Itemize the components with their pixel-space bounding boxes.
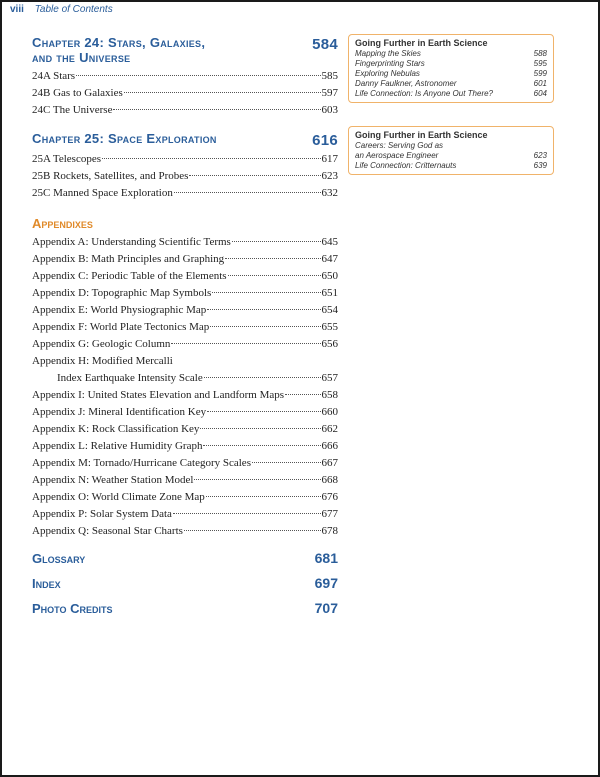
chapter-24-page: 584 — [312, 36, 338, 53]
dot-leader — [203, 445, 320, 446]
going-further-box-title: Going Further in Earth Science — [355, 38, 488, 48]
toc-entry-label: Appendix D: Topographic Map Symbols — [32, 287, 212, 299]
toc-entry-page: 662 — [321, 423, 338, 435]
toc-entry-label: Appendix A: Understanding Scientific Terms — [32, 236, 231, 248]
going-further-item[interactable] — [355, 141, 547, 151]
going-further-item-label: Fingerprinting Stars — [355, 59, 425, 68]
dot-leader — [173, 513, 321, 514]
toc-entry-appendix-l[interactable] — [32, 438, 338, 455]
chapter-24-entries — [32, 68, 338, 119]
going-further-item[interactable] — [355, 69, 547, 79]
toc-entry-label: Appendix H: Modified Mercalli — [32, 355, 173, 367]
chapter-25-entries — [32, 151, 338, 202]
dot-leader — [225, 258, 320, 259]
going-further-item-page: 623 — [533, 151, 547, 160]
toc-entry-appendix-h[interactable] — [32, 353, 338, 387]
dot-leader — [189, 175, 320, 176]
going-further-item-page: 601 — [533, 79, 547, 88]
going-further-item[interactable] — [355, 79, 547, 89]
going-further-item[interactable] — [355, 151, 547, 161]
appendix-entries — [32, 234, 338, 540]
toc-entry-page: 677 — [321, 508, 338, 520]
toc-entry-page: 655 — [321, 321, 338, 333]
toc-entry-label: 24A Stars — [32, 70, 76, 82]
appendixes-heading: Appendixes — [32, 216, 93, 231]
going-further-item-page: 595 — [533, 59, 547, 68]
dot-leader — [210, 326, 320, 327]
dot-leader — [76, 75, 320, 76]
toc-entry-page: 654 — [321, 304, 338, 316]
toc-entry-appendix-d[interactable] — [32, 285, 338, 302]
back-matter — [32, 546, 338, 621]
toc-entry-label: 25C Manned Space Exploration — [32, 187, 173, 199]
running-head-page-number: viii — [10, 4, 24, 15]
index-heading[interactable] — [32, 571, 338, 596]
going-further-item[interactable] — [355, 59, 547, 69]
toc-entry-label: Appendix Q: Seasonal Star Charts — [32, 525, 183, 537]
toc-entry-label: 25A Telescopes — [32, 153, 101, 165]
going-further-box-title: Going Further in Earth Science — [355, 130, 488, 140]
toc-entry-label: Appendix J: Mineral Identification Key — [32, 406, 207, 418]
toc-entry-appendix-j[interactable] — [32, 404, 338, 421]
toc-entry-page: 603 — [321, 104, 338, 116]
toc-entry-page: 647 — [321, 253, 338, 265]
toc-entry-label: Appendix L: Relative Humidity Graph — [32, 440, 203, 452]
toc-entry-page: 676 — [321, 491, 338, 503]
going-further-item-label: Mapping the Skies — [355, 49, 421, 58]
going-further-item-label: Life Connection: Is Anyone Out There? — [355, 89, 494, 98]
toc-entry-appendix-q[interactable] — [32, 523, 338, 540]
toc-entry-page: 658 — [321, 389, 338, 401]
going-further-item[interactable] — [355, 89, 547, 99]
going-further-item-page: 639 — [533, 161, 547, 170]
toc-entry-label: Appendix F: World Plate Tectonics Map — [32, 321, 210, 333]
going-further-item-page: 604 — [533, 89, 547, 98]
toc-entry-label: Appendix C: Periodic Table of the Elements — [32, 270, 227, 282]
index-label: Index — [32, 576, 61, 591]
toc-entry-appendix-m[interactable] — [32, 455, 338, 472]
toc-entry-label-continued: Index Earthquake Intensity Scale — [57, 372, 203, 384]
toc-entry-24b[interactable] — [32, 85, 338, 102]
glossary-page: 681 — [314, 550, 338, 566]
dot-leader — [204, 377, 321, 378]
dot-leader — [252, 462, 321, 463]
going-further-item[interactable] — [355, 161, 547, 171]
dot-leader — [285, 394, 320, 395]
toc-entry-page: 651 — [321, 287, 338, 299]
toc-entry-page: 632 — [321, 187, 338, 199]
glossary-label: Glossary — [32, 551, 86, 566]
toc-entry-appendix-o[interactable] — [32, 489, 338, 506]
toc-entry-page: 617 — [321, 153, 338, 165]
toc-entry-appendix-i[interactable] — [32, 387, 338, 404]
toc-entry-appendix-g[interactable] — [32, 336, 338, 353]
going-further-item-label: an Aerospace Engineer — [355, 151, 439, 160]
going-further-item-label: Careers: Serving God as — [355, 141, 444, 150]
going-further-box-1 — [348, 34, 554, 103]
dot-leader — [212, 292, 320, 293]
dot-leader — [207, 309, 320, 310]
toc-entry-appendix-b[interactable] — [32, 251, 338, 268]
dot-leader — [232, 241, 321, 242]
toc-entry-appendix-f[interactable] — [32, 319, 338, 336]
toc-entry-25c[interactable] — [32, 185, 338, 202]
chapter-25-heading[interactable] — [32, 131, 338, 148]
toc-entry-page: 678 — [321, 525, 338, 537]
dot-leader — [200, 428, 320, 429]
going-further-item-page: 599 — [533, 69, 547, 78]
going-further-item-label: Life Connection: Critternauts — [355, 161, 457, 170]
dot-leader — [102, 158, 321, 159]
toc-entry-label: Appendix I: United States Elevation and Landform Maps — [32, 389, 285, 401]
toc-entry-appendix-n[interactable] — [32, 472, 338, 489]
going-further-item-page: 588 — [533, 49, 547, 58]
dot-leader — [124, 92, 321, 93]
toc-entry-appendix-p[interactable] — [32, 506, 338, 523]
toc-entry-label: Appendix G: Geologic Column — [32, 338, 171, 350]
dot-leader — [174, 192, 321, 193]
toc-entry-label: Appendix O: World Climate Zone Map — [32, 491, 205, 503]
toc-entry-page: 645 — [321, 236, 338, 248]
photo-credits-label: Photo Credits — [32, 601, 113, 616]
toc-entry-appendix-k[interactable] — [32, 421, 338, 438]
toc-entry-label: Appendix K: Rock Classification Key — [32, 423, 200, 435]
toc-entry-label: 24C The Universe — [32, 104, 113, 116]
toc-entry-24a[interactable] — [32, 68, 338, 85]
chapter-24-title-line1: Chapter 24: Stars, Galaxies, — [32, 35, 206, 50]
toc-entry-page: 623 — [321, 170, 338, 182]
going-further-item-label: Exploring Nebulas — [355, 69, 420, 78]
dot-leader — [171, 343, 320, 344]
chapter-25-page: 616 — [312, 132, 338, 149]
chapter-25-title: Chapter 25: Space Exploration — [32, 131, 217, 146]
toc-entry-page: 650 — [321, 270, 338, 282]
toc-entry-label: Appendix E: World Physiographic Map — [32, 304, 207, 316]
toc-entry-label: Appendix M: Tornado/Hurricane Category Scales — [32, 457, 251, 469]
photo-credits-page: 707 — [314, 600, 338, 616]
toc-entry-page: 667 — [321, 457, 338, 469]
chapter-24-title-line2: and the Universe — [32, 50, 131, 65]
going-further-item-label: Danny Faulkner, Astronomer — [355, 79, 457, 88]
dot-leader — [228, 275, 321, 276]
toc-entry-page: 656 — [321, 338, 338, 350]
index-page: 697 — [314, 575, 338, 591]
toc-entry-appendix-c[interactable] — [32, 268, 338, 285]
toc-entry-appendix-e[interactable] — [32, 302, 338, 319]
going-further-item[interactable] — [355, 49, 547, 59]
toc-entry-page: 660 — [321, 406, 338, 418]
toc-entry-page: 597 — [321, 87, 338, 99]
going-further-box-2 — [348, 126, 554, 175]
photo-credits-heading[interactable] — [32, 596, 338, 621]
dot-leader — [113, 109, 320, 110]
toc-entry-25a[interactable] — [32, 151, 338, 168]
toc-entry-25b[interactable] — [32, 168, 338, 185]
dot-leader — [194, 479, 320, 480]
toc-entry-page: 657 — [321, 372, 338, 384]
chapter-24-heading[interactable] — [32, 35, 338, 65]
toc-entry-page: 668 — [321, 474, 338, 486]
toc-entry-24c[interactable] — [32, 102, 338, 119]
dot-leader — [206, 496, 321, 497]
running-head-title: Table of Contents — [34, 4, 113, 15]
running-head — [10, 4, 113, 15]
toc-entry-page: 666 — [321, 440, 338, 452]
toc-entry-appendix-a[interactable] — [32, 234, 338, 251]
toc-entry-label: 24B Gas to Galaxies — [32, 87, 123, 99]
toc-entry-page: 585 — [321, 70, 338, 82]
glossary-heading[interactable] — [32, 546, 338, 571]
toc-entry-label: 25B Rockets, Satellites, and Probes — [32, 170, 189, 182]
toc-main-column — [32, 35, 338, 621]
dot-leader — [184, 530, 321, 531]
dot-leader — [207, 411, 320, 412]
toc-entry-label: Appendix N: Weather Station Model — [32, 474, 194, 486]
toc-entry-label: Appendix P: Solar System Data — [32, 508, 172, 520]
toc-entry-label: Appendix B: Math Principles and Graphing — [32, 253, 225, 265]
